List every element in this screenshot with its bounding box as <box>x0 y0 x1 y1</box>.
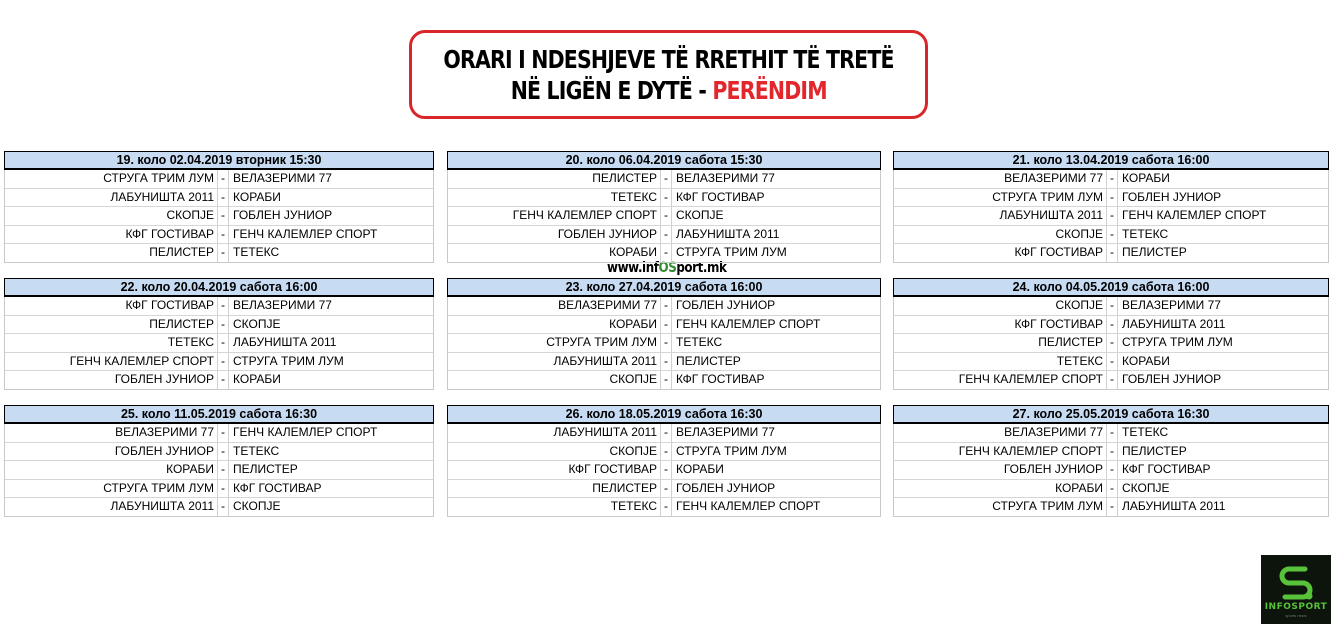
home-team: КОРАБИ <box>1055 480 1103 495</box>
match-separator: - <box>1106 189 1118 207</box>
home-team: ВЕЛАЗЕРИМИ 77 <box>1004 425 1103 439</box>
match-separator: - <box>660 207 672 225</box>
away-team: ВЕЛАЗЕРИМИ 77 <box>676 171 775 185</box>
match-separator: - <box>660 371 672 389</box>
home-team: КФГ ГОСТИВАР <box>568 462 657 477</box>
match-separator: - <box>1106 170 1118 188</box>
match-separator: - <box>660 189 672 207</box>
match-row <box>5 170 433 188</box>
round-block <box>893 405 1329 517</box>
match-row <box>5 225 433 244</box>
away-team: СКОПЈЕ <box>676 208 724 223</box>
infosport-logo <box>1261 555 1331 624</box>
match-separator: - <box>217 443 229 461</box>
away-team: СТРУГА ТРИМ ЛУМ <box>676 443 787 458</box>
home-team: СКОПЈЕ <box>1055 298 1103 312</box>
round-block <box>893 278 1329 390</box>
home-team: ПЕЛИСТЕР <box>592 480 657 495</box>
round-matches <box>4 424 434 517</box>
match-separator: - <box>1106 244 1118 262</box>
match-separator: - <box>660 334 672 352</box>
title-line-2-prefix: NË LIGËN E DYTË - <box>510 75 713 105</box>
away-team: ГОБЛЕН ЈУНИОР <box>1122 189 1222 204</box>
match-row <box>448 315 880 334</box>
home-team: СКОПЈЕ <box>1055 226 1103 241</box>
away-team: СТРУГА ТРИМ ЛУМ <box>676 245 787 260</box>
home-team: ГОБЛЕН ЈУНИОР <box>1003 462 1103 477</box>
round-matches <box>893 170 1329 263</box>
match-row <box>5 333 433 352</box>
home-team: КФГ ГОСТИВАР <box>1014 245 1103 260</box>
home-team: КОРАБИ <box>609 316 657 331</box>
home-team: ВЕЛАЗЕРИМИ 77 <box>1004 171 1103 185</box>
watermark-suffix: port.mk <box>676 260 727 276</box>
round-header: 21. коло 13.04.2019 сабота 16:00 <box>893 151 1329 170</box>
home-team: ЛАБУНИШТА 2011 <box>999 208 1103 223</box>
match-separator: - <box>1106 334 1118 352</box>
home-team: КФГ ГОСТИВАР <box>125 298 214 312</box>
match-row <box>894 424 1328 442</box>
title-box <box>409 30 928 119</box>
away-team: ТЕТЕКС <box>1122 226 1169 241</box>
match-row <box>5 370 433 389</box>
match-separator: - <box>217 244 229 262</box>
match-separator: - <box>217 480 229 498</box>
home-team: КОРАБИ <box>609 245 657 260</box>
match-row <box>448 479 880 498</box>
match-row <box>448 206 880 225</box>
match-separator: - <box>217 316 229 334</box>
away-team: КФГ ГОСТИВАР <box>676 189 765 204</box>
match-row <box>894 370 1328 389</box>
match-row <box>448 333 880 352</box>
home-team: ВЕЛАЗЕРИМИ 77 <box>115 425 214 439</box>
match-separator: - <box>1106 498 1118 516</box>
round-block <box>4 151 434 263</box>
home-team: ГЕНЧ КАЛЕМЛЕР СПОРТ <box>69 353 214 368</box>
away-team: ТЕТЕКС <box>233 245 280 260</box>
home-team: КФГ ГОСТИВАР <box>1014 316 1103 331</box>
match-row <box>894 352 1328 371</box>
away-team: ГЕНЧ КАЛЕМЛЕР СПОРТ <box>676 499 821 514</box>
match-row <box>5 188 433 207</box>
home-team: СТРУГА ТРИМ ЛУМ <box>103 480 214 495</box>
match-row <box>894 442 1328 461</box>
round-matches <box>447 424 881 517</box>
match-row <box>448 460 880 479</box>
home-team: СКОПЈЕ <box>609 372 657 387</box>
away-team: ТЕТЕКС <box>1122 425 1169 439</box>
round-matches <box>893 424 1329 517</box>
match-separator: - <box>217 371 229 389</box>
round-matches <box>4 297 434 390</box>
home-team: ТЕТЕКС <box>610 499 657 514</box>
match-row <box>5 243 433 262</box>
away-team: ГОБЛЕН ЈУНИОР <box>676 298 776 312</box>
match-separator: - <box>660 170 672 188</box>
match-separator: - <box>660 316 672 334</box>
match-separator: - <box>217 170 229 188</box>
match-row <box>5 497 433 516</box>
away-team: ВЕЛАЗЕРИМИ 77 <box>676 425 775 439</box>
home-team: ПЕЛИСТЕР <box>1038 335 1103 350</box>
away-team: КФГ ГОСТИВАР <box>676 372 765 387</box>
match-separator: - <box>1106 371 1118 389</box>
match-separator: - <box>217 498 229 516</box>
away-team: ПЕЛИСТЕР <box>676 353 741 368</box>
round-header: 25. коло 11.05.2019 сабота 16:30 <box>4 405 434 424</box>
match-row <box>5 424 433 442</box>
round-header: 26. коло 18.05.2019 сабота 16:30 <box>447 405 881 424</box>
round-header: 27. коло 25.05.2019 сабота 16:30 <box>893 405 1329 424</box>
round-header: 20. коло 06.04.2019 сабота 15:30 <box>447 151 881 170</box>
logo-subtext: sports news <box>1285 613 1307 618</box>
home-team: ГОБЛЕН ЈУНИОР <box>114 443 214 458</box>
round-block <box>447 278 881 390</box>
home-team: КФГ ГОСТИВАР <box>125 226 214 241</box>
match-row <box>5 297 433 315</box>
match-row <box>5 460 433 479</box>
match-row <box>448 243 880 262</box>
away-team: КФГ ГОСТИВАР <box>1122 462 1211 477</box>
match-row <box>448 424 880 442</box>
match-separator: - <box>1106 424 1118 442</box>
away-team: ЛАБУНИШТА 2011 <box>676 226 780 241</box>
match-row <box>448 170 880 188</box>
match-separator: - <box>1106 226 1118 244</box>
match-separator: - <box>660 480 672 498</box>
home-team: ГЕНЧ КАЛЕМЛЕР СПОРТ <box>958 372 1103 387</box>
away-team: ГОБЛЕН ЈУНИОР <box>233 208 333 223</box>
match-separator: - <box>1106 207 1118 225</box>
match-row <box>5 352 433 371</box>
away-team: ПЕЛИСТЕР <box>1122 443 1187 458</box>
match-row <box>448 297 880 315</box>
round-header: 19. коло 02.04.2019 вторник 15:30 <box>4 151 434 170</box>
away-team: ВЕЛАЗЕРИМИ 77 <box>233 171 332 185</box>
match-row <box>448 352 880 371</box>
away-team: ГОБЛЕН ЈУНИОР <box>676 480 776 495</box>
home-team: СТРУГА ТРИМ ЛУМ <box>992 499 1103 514</box>
home-team: СТРУГА ТРИМ ЛУМ <box>103 171 214 185</box>
away-team: СКОПЈЕ <box>233 499 281 514</box>
away-team: ЛАБУНИШТА 2011 <box>1122 499 1226 514</box>
title-line-1: ORARI I NDESHJEVE TË RRETHIT TË TRETË <box>443 44 894 74</box>
match-separator: - <box>660 443 672 461</box>
home-team: ЛАБУНИШТА 2011 <box>553 425 657 439</box>
title-line-2 <box>510 75 826 106</box>
match-row <box>894 243 1328 262</box>
match-separator: - <box>660 498 672 516</box>
match-row <box>894 497 1328 516</box>
home-team: ГОБЛЕН ЈУНИОР <box>557 226 657 241</box>
match-separator: - <box>217 207 229 225</box>
match-row <box>894 297 1328 315</box>
match-separator: - <box>1106 461 1118 479</box>
match-row <box>5 442 433 461</box>
match-row <box>448 497 880 516</box>
round-header: 22. коло 20.04.2019 сабота 16:00 <box>4 278 434 297</box>
match-row <box>5 315 433 334</box>
away-team: ГЕНЧ КАЛЕМЛЕР СПОРТ <box>233 425 378 439</box>
home-team: ТЕТЕКС <box>610 189 657 204</box>
match-separator: - <box>660 226 672 244</box>
match-row <box>894 188 1328 207</box>
home-team: ПЕЛИСТЕР <box>149 245 214 260</box>
away-team: ЛАБУНИШТА 2011 <box>233 335 337 350</box>
match-row <box>894 460 1328 479</box>
away-team: КОРАБИ <box>1122 353 1170 368</box>
match-separator: - <box>1106 316 1118 334</box>
away-team: ВЕЛАЗЕРИМИ 77 <box>233 298 332 312</box>
match-separator: - <box>217 334 229 352</box>
title-line-2-accent: PERËNDIM <box>712 75 827 105</box>
away-team: СКОПЈЕ <box>233 316 281 331</box>
home-team: ЛАБУНИШТА 2011 <box>110 189 214 204</box>
away-team: СТРУГА ТРИМ ЛУМ <box>1122 335 1233 350</box>
away-team: ГЕНЧ КАЛЕМЛЕР СПОРТ <box>676 316 821 331</box>
round-matches <box>893 297 1329 390</box>
round-matches <box>4 170 434 263</box>
home-team: СКОПЈЕ <box>609 443 657 458</box>
match-separator: - <box>217 226 229 244</box>
away-team: КОРАБИ <box>676 462 724 477</box>
away-team: КФГ ГОСТИВАР <box>233 480 322 495</box>
match-row <box>448 225 880 244</box>
watermark-accent: OS <box>658 260 677 276</box>
away-team: ГОБЛЕН ЈУНИОР <box>1122 372 1222 387</box>
round-block <box>4 278 434 390</box>
match-separator: - <box>660 353 672 371</box>
away-team: КОРАБИ <box>233 372 281 387</box>
match-row <box>894 315 1328 334</box>
infosport-s-icon <box>1275 563 1317 601</box>
home-team: ПЕЛИСТЕР <box>149 316 214 331</box>
home-team: ГОБЛЕН ЈУНИОР <box>114 372 214 387</box>
match-row <box>894 479 1328 498</box>
home-team: СТРУГА ТРИМ ЛУМ <box>992 189 1103 204</box>
away-team: КОРАБИ <box>233 189 281 204</box>
away-team: СТРУГА ТРИМ ЛУМ <box>233 353 344 368</box>
match-separator: - <box>660 424 672 442</box>
away-team: ТЕТЕКС <box>676 335 723 350</box>
round-block <box>4 405 434 517</box>
home-team: ТЕТЕКС <box>1056 353 1103 368</box>
away-team: ТЕТЕКС <box>233 443 280 458</box>
match-row <box>448 370 880 389</box>
match-row <box>448 188 880 207</box>
match-separator: - <box>1106 443 1118 461</box>
match-separator: - <box>217 461 229 479</box>
away-team: ВЕЛАЗЕРИМИ 77 <box>1122 298 1221 312</box>
home-team: ЛАБУНИШТА 2011 <box>553 353 657 368</box>
home-team: СТРУГА ТРИМ ЛУМ <box>546 335 657 350</box>
match-row <box>894 206 1328 225</box>
home-team: ТЕТЕКС <box>167 335 214 350</box>
round-block <box>447 405 881 517</box>
home-team: СКОПЈЕ <box>166 208 214 223</box>
round-matches <box>447 170 881 263</box>
match-separator: - <box>1106 353 1118 371</box>
away-team: СКОПЈЕ <box>1122 480 1170 495</box>
home-team: ВЕЛАЗЕРИМИ 77 <box>558 298 657 312</box>
away-team: ЛАБУНИШТА 2011 <box>1122 316 1226 331</box>
match-separator: - <box>660 297 672 315</box>
round-matches <box>447 297 881 390</box>
match-separator: - <box>1106 480 1118 498</box>
round-block <box>893 151 1329 263</box>
match-row <box>448 442 880 461</box>
watermark-prefix: www.inf <box>607 260 659 276</box>
match-row <box>894 170 1328 188</box>
match-separator: - <box>660 244 672 262</box>
home-team: ПЕЛИСТЕР <box>592 171 657 185</box>
round-header: 24. коло 04.05.2019 сабота 16:00 <box>893 278 1329 297</box>
match-row <box>894 225 1328 244</box>
match-row <box>5 206 433 225</box>
match-separator: - <box>1106 297 1118 315</box>
match-separator: - <box>217 353 229 371</box>
away-team: ГЕНЧ КАЛЕМЛЕР СПОРТ <box>1122 208 1267 223</box>
home-team: ГЕНЧ КАЛЕМЛЕР СПОРТ <box>958 443 1103 458</box>
match-separator: - <box>217 189 229 207</box>
away-team: КОРАБИ <box>1122 171 1170 185</box>
match-separator: - <box>217 424 229 442</box>
away-team: ПЕЛИСТЕР <box>233 462 298 477</box>
logo-text: INFOSPORT <box>1264 602 1328 612</box>
match-separator: - <box>217 297 229 315</box>
home-team: КОРАБИ <box>166 462 214 477</box>
match-separator: - <box>660 461 672 479</box>
home-team: ЛАБУНИШТА 2011 <box>110 499 214 514</box>
match-row <box>5 479 433 498</box>
away-team: ГЕНЧ КАЛЕМЛЕР СПОРТ <box>233 226 378 241</box>
home-team: ГЕНЧ КАЛЕМЛЕР СПОРТ <box>512 208 657 223</box>
round-block <box>447 151 881 263</box>
match-row <box>894 333 1328 352</box>
round-header: 23. коло 27.04.2019 сабота 16:00 <box>447 278 881 297</box>
away-team: ПЕЛИСТЕР <box>1122 245 1187 260</box>
